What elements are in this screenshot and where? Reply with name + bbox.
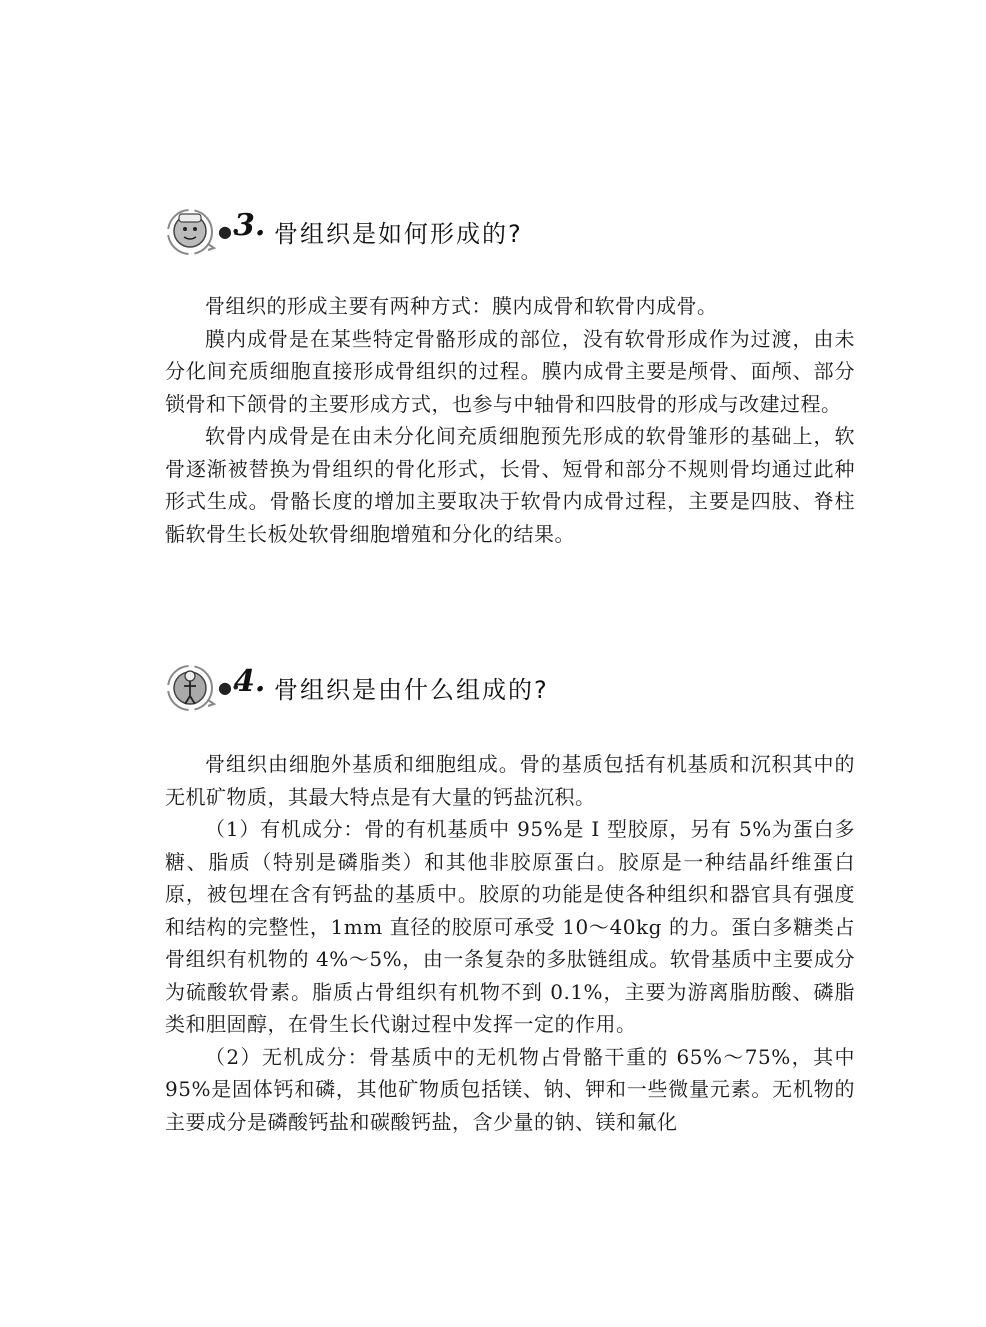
paragraph: 膜内成骨是在某些特定骨骼形成的部位，没有软骨形成作为过渡，由未分化间充质细胞直接形成骨组织的过程。膜内成骨主要是颅骨、面颅、部分锁骨和下颌骨的主要形成方式，也参与中轴骨和四肢骨的形成与改建过程。 <box>165 326 855 416</box>
heading-dots: ●• <box>218 678 240 697</box>
doctor-mascot-icon <box>164 204 224 260</box>
section-title: 骨组织是如何形成的? <box>274 220 523 248</box>
section-3-body <box>165 290 855 550</box>
paragraph: 软骨内成骨是在由未分化间充质细胞预先形成的软骨雏形的基础上，软骨逐渐被替换为骨组织的骨化形式，长骨、短骨和部分不规则骨均通过此种形式生成。骨骼长度的增加主要取决于软骨内成骨过程，主要是四肢、脊柱骺软骨生长板处软骨细胞增殖和分化的结果。 <box>165 424 855 546</box>
section-title: 骨组织是由什么组成的? <box>274 676 549 704</box>
section-4-heading <box>160 658 860 718</box>
section-number: 4. <box>234 664 266 699</box>
paragraph: 骨组织由细胞外基质和细胞组成。骨的基质包括有机基质和沉积其中的无机矿物质，其最大特点是有大量的钙盐沉积。 <box>165 752 855 809</box>
paragraph: 骨组织的形成主要有两种方式：膜内成骨和软骨内成骨。 <box>205 294 718 318</box>
paragraph: （2）无机成分：骨基质中的无机物占骨骼干重的 65%～75%，其中 95%是固体钙和磷，其他矿物质包括镁、钠、钾和一些微量元素。无机物的主要成分是磷酸钙盐和碳酸钙盐，含少量的钠、镁和氟化 <box>165 1044 855 1134</box>
section-number: 3. <box>234 208 266 243</box>
patient-mascot-icon <box>164 660 224 716</box>
section-3-heading <box>160 202 860 262</box>
heading-dots: ●• <box>218 222 240 241</box>
paragraph: （1）有机成分：骨的有机基质中 95%是 I 型胶原，另有 5%为蛋白多糖、脂质（特别是磷脂类）和其他非胶原蛋白。胶原是一种结晶纤维蛋白原，被包埋在含有钙盐的基质中。胶原的功能是使各种组织和器官具有强度和结构的完整性，1mm 直径的胶原可承受 10～40kg 的力。蛋白多糖类占骨组织有机物的 4%～5%，由一条复杂的多肽链组成。软骨基质中主要成分为硫酸软骨素。脂质占骨组织有机物不到 0.1%，主要为游离脂肪酸、磷脂类和胆固醇，在骨生长代谢过程中发挥一定的作用。 <box>165 817 855 1036</box>
section-4-body <box>165 748 855 1138</box>
